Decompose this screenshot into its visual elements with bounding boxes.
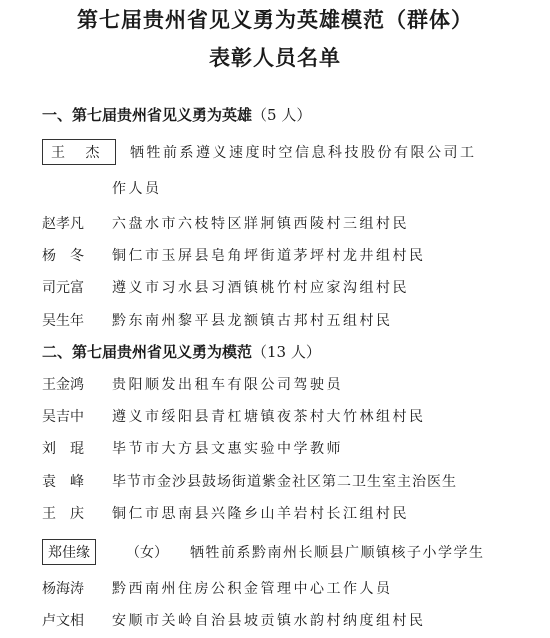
person-description: 六盘水市六枝特区牂牁镇西陵村三组村民 bbox=[112, 216, 409, 232]
list-item bbox=[42, 374, 530, 398]
person-name: 卢文相 bbox=[42, 613, 84, 629]
section-count: （5 人） bbox=[252, 106, 312, 124]
person-description: 贵阳顺发出租车有限公司驾驶员 bbox=[112, 377, 343, 393]
person-name: 赵孝凡 bbox=[42, 216, 84, 232]
person-description: 毕节市金沙县鼓场街道紫金社区第二卫生室主治医生 bbox=[112, 474, 457, 490]
section-heading-text: 一、第七届贵州省见义勇为英雄 bbox=[42, 106, 253, 124]
person-name: 杨 冬 bbox=[42, 248, 84, 264]
list-item bbox=[42, 310, 530, 334]
person-description: 遵义市绥阳县青杠塘镇夜茶村大竹林组村民 bbox=[112, 409, 426, 425]
list-item bbox=[42, 503, 530, 527]
person-name: 王金鸿 bbox=[42, 377, 84, 393]
person-name: 司元富 bbox=[42, 280, 84, 296]
list-item bbox=[42, 142, 530, 166]
person-name: 杨海涛 bbox=[42, 581, 84, 597]
list-item bbox=[42, 277, 530, 301]
person-description: 遵义市习水县习酒镇桃竹村应家沟组村民 bbox=[112, 280, 409, 296]
list-item bbox=[42, 245, 530, 269]
list-item bbox=[42, 213, 530, 237]
boxed-name: 郑佳缘 bbox=[42, 539, 96, 565]
person-description: 黔东南州黎平县龙额镇古邦村五组村民 bbox=[112, 313, 393, 329]
list-item bbox=[42, 542, 530, 566]
person-description: 毕节市大方县文惠实验中学教师 bbox=[112, 441, 343, 457]
person-description: 牺牲前系黔南州长顺县广顺镇核子小学学生 bbox=[190, 545, 485, 561]
list-item bbox=[42, 438, 530, 462]
person-name: 王 庆 bbox=[42, 506, 84, 522]
list-item bbox=[42, 406, 530, 430]
person-description-continued: 作人员 bbox=[112, 181, 162, 197]
document-title-line-2: 表彰人员名单 bbox=[209, 45, 341, 70]
person-name: 袁 峰 bbox=[42, 474, 84, 490]
person-name: 刘 琨 bbox=[42, 441, 84, 457]
person-description: 铜仁市思南县兴隆乡山羊岩村长江组村民 bbox=[112, 506, 409, 522]
person-name: 吴吉中 bbox=[42, 409, 84, 425]
list-item bbox=[42, 610, 530, 634]
section-heading-heroes bbox=[42, 104, 311, 125]
person-description: 安顺市关岭自治县坡贡镇水韵村纳度组村民 bbox=[112, 613, 426, 629]
section-heading-text: 二、第七届贵州省见义勇为模范 bbox=[42, 343, 253, 361]
section-heading-models bbox=[42, 341, 321, 362]
boxed-name: 王 杰 bbox=[42, 139, 116, 165]
person-name: 吴生年 bbox=[42, 313, 84, 329]
document-title-line-1: 第七届贵州省见义勇为英雄模范（群体） bbox=[77, 7, 473, 32]
person-description: 铜仁市玉屏县皂角坪街道茅坪村龙井组村民 bbox=[112, 248, 426, 264]
person-gender: （女） bbox=[126, 545, 168, 561]
list-item bbox=[42, 471, 530, 495]
section-count: （13 人） bbox=[252, 343, 321, 361]
person-description: 牺牲前系遵义速度时空信息科技股份有限公司工 bbox=[130, 145, 477, 161]
list-item bbox=[42, 578, 530, 602]
person-description: 黔西南州住房公积金管理中心工作人员 bbox=[112, 581, 393, 597]
